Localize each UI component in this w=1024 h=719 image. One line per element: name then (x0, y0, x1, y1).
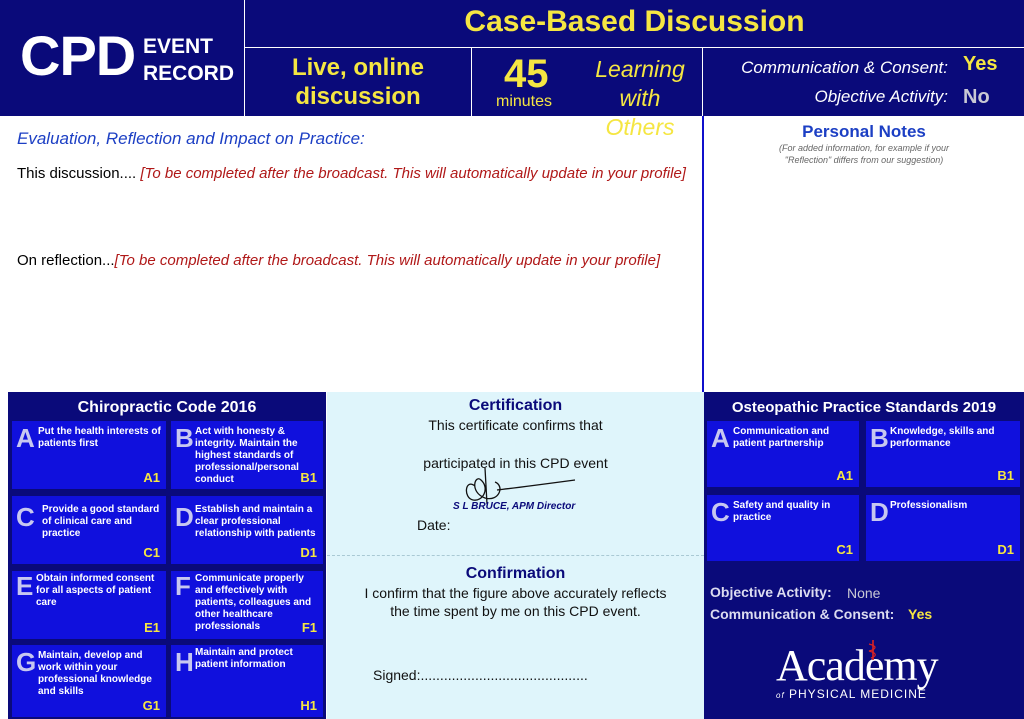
duration-block (472, 48, 702, 140)
card-description-text: Establish and maintain a clear professional relationship with patients (195, 504, 316, 539)
card-description (175, 504, 319, 540)
osteo-card-d[interactable] (866, 495, 1020, 561)
card-letter: A (711, 423, 730, 453)
evaluation-line-reflection (17, 252, 660, 269)
osteopathic-standards-panel (704, 392, 1024, 719)
confirmation-line-1: I confirm that the figure above accurately reflects (364, 585, 667, 601)
card-description (175, 423, 319, 486)
card-letter: H (175, 647, 194, 677)
logo-record-text: RECORD (143, 62, 235, 85)
chiro-card-f[interactable] (171, 571, 323, 639)
section-divider (327, 555, 704, 556)
certification-line-1: This certificate confirms that (428, 417, 603, 433)
osteo-card-b[interactable] (866, 421, 1020, 487)
chiro-card-b[interactable] (171, 421, 323, 489)
chiro-card-a[interactable] (12, 421, 166, 489)
activity-type-line-1: Learning (595, 56, 685, 82)
osteo-card-a[interactable] (707, 421, 859, 487)
card-description (175, 573, 319, 633)
chiro-card-e[interactable] (12, 571, 166, 639)
date-label: Date: (417, 517, 451, 533)
duration-unit: minutes (496, 93, 553, 110)
column-divider (702, 116, 704, 392)
page-title: Case-Based Discussion (464, 5, 805, 38)
card-code: A1 (143, 470, 160, 485)
card-description: Safety and quality in practice (733, 500, 831, 523)
card-code: H1 (300, 698, 317, 713)
signature-field[interactable]: Signed:........................................... (373, 667, 588, 683)
chiropractic-title: Chiropractic Code 2016 (77, 399, 257, 416)
card-letter: G (16, 647, 37, 677)
chiro-card-d[interactable] (171, 496, 323, 564)
reflection-prefix: On reflection... (17, 252, 115, 269)
card-code: G1 (142, 698, 160, 713)
card-description: Provide a good standard of clinical care and practice (42, 504, 160, 539)
card-description: Professionalism (890, 500, 968, 511)
card-code: B1 (997, 468, 1014, 483)
logo-event-text: EVENT (143, 35, 214, 58)
card-code: A1 (836, 468, 853, 483)
card-description: Knowledge, skills and performance (890, 426, 995, 449)
card-description: Communication and patient partnership (733, 426, 830, 449)
cpd-logo-block (0, 0, 244, 116)
caduceus-icon (866, 638, 880, 660)
card-code: D1 (300, 545, 317, 560)
card-letter: D (870, 497, 889, 527)
card-letter: C (711, 497, 730, 527)
evaluation-line-discussion (17, 165, 686, 182)
chiropractic-code-panel (8, 392, 326, 719)
objective-activity-label: Objective Activity: (814, 87, 948, 106)
comm-consent-label: Communication & Consent: (741, 58, 948, 77)
chiro-card-h[interactable] (171, 645, 323, 717)
event-format (245, 48, 471, 116)
chiro-card-g[interactable] (12, 645, 166, 717)
card-letter: D (175, 502, 194, 532)
osteo-comm-value: Yes (908, 606, 933, 622)
academy-logo-of: of (776, 691, 785, 700)
card-code: C1 (836, 542, 853, 557)
evaluation-heading: Evaluation, Reflection and Impact on Practice: (17, 129, 365, 148)
card-code: F1 (301, 620, 317, 635)
osteo-objective-label: Objective Activity: (710, 584, 832, 600)
academy-logo-text: Academy (776, 641, 938, 690)
format-line-2: discussion (295, 83, 421, 110)
osteo-comm-label: Communication & Consent: (710, 606, 895, 622)
certification-panel (327, 392, 704, 719)
evaluation-prefix: This discussion.... (17, 165, 141, 182)
card-letter: A (16, 423, 35, 453)
osteo-card-c[interactable] (707, 495, 859, 561)
activity-type-line-2: with Others (605, 85, 675, 140)
reflection-note: [To be completed after the broadcast. This will automatically update in your profile] (114, 252, 661, 269)
card-description (16, 573, 162, 609)
card-code: E1 (144, 620, 160, 635)
card-code: C1 (143, 545, 160, 560)
activity-flags (703, 48, 1024, 116)
card-letter: F (175, 571, 191, 601)
card-description-text: Obtain informed consent for all aspects of patient care (36, 573, 155, 608)
certification-line-2: participated in this CPD event (423, 455, 608, 471)
card-letter: B (870, 423, 889, 453)
activity-type (590, 55, 690, 142)
confirmation-line-2: the time spent by me on this CPD event. (390, 603, 641, 619)
cpd-logo-text: CPD (20, 24, 136, 87)
card-description-text: Maintain, develop and work within your professional knowledge and skills (38, 650, 152, 697)
card-code: B1 (300, 470, 317, 485)
objective-activity-value: No (963, 86, 990, 108)
confirmation-title: Confirmation (465, 565, 566, 582)
evaluation-note: [To be completed after the broadcast. This will automatically update in your profile] (140, 165, 686, 182)
academy-logo (776, 641, 956, 704)
format-line-1: Live, online (291, 54, 425, 81)
academy-logo-sub: PHYSICAL MEDICINE (789, 687, 927, 701)
osteopathic-title: Osteopathic Practice Standards 2019 (731, 399, 997, 416)
osteo-objective-value: None (847, 585, 881, 601)
director-signatory: S L BRUCE, APM Director (453, 501, 576, 512)
academy-logo-subtitle (776, 688, 927, 700)
personal-notes-title: Personal Notes (802, 122, 926, 141)
card-description-text: Act with honesty & integrity. Maintain the highest standards of professional/personal conduct (195, 426, 299, 485)
card-description-text: Communicate properly and effectively with patients, colleagues and other healthcare professionals (195, 573, 312, 632)
comm-consent-value: Yes (963, 53, 998, 75)
card-letter: E (16, 571, 34, 601)
card-letter: B (175, 423, 194, 453)
personal-notes-subtitle: (For added information, for example if your "Reflection" differs from our suggestion) (778, 143, 950, 165)
card-description: Put the health interests of patients first (38, 426, 161, 449)
card-letter: C (16, 502, 35, 532)
card-description: Maintain and protect patient information (195, 647, 293, 670)
certification-title: Certification (468, 397, 563, 414)
duration-value: 45 (504, 52, 549, 96)
chiro-card-c[interactable] (12, 496, 166, 564)
card-code: D1 (997, 542, 1014, 557)
card-description (16, 647, 162, 698)
title-bar (245, 0, 1024, 47)
